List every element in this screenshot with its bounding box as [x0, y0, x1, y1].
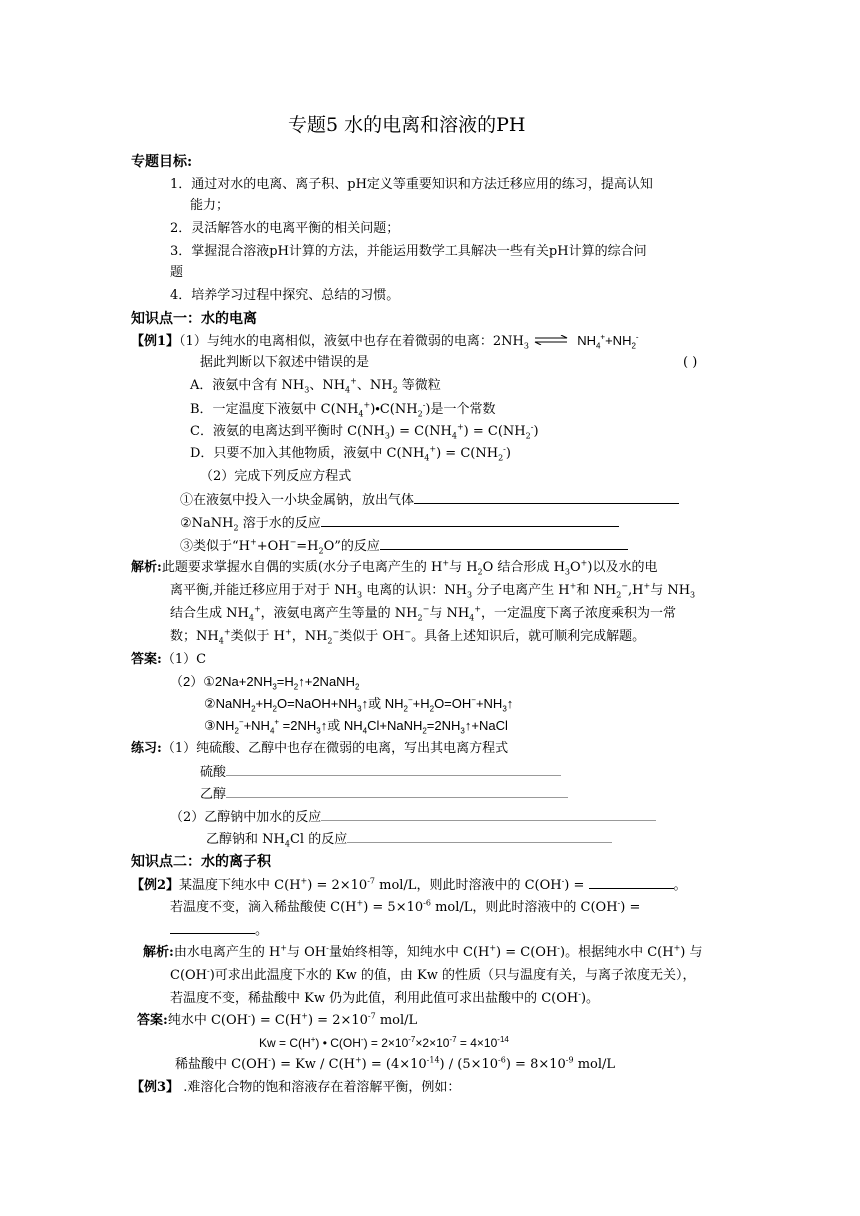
ex2-blank-2[interactable] [170, 921, 255, 934]
part-2: （2）完成下列反应方程式 [200, 469, 352, 484]
reaction-1-text: ①在液氨中投入一小块金属钠，放出气体 [180, 493, 415, 508]
goal-4: 4．培养学习过程中探究、总结的习惯。 [170, 288, 400, 303]
reaction-2-text: ②NaNH [180, 516, 234, 531]
practice-1b-blank[interactable] [226, 785, 568, 798]
ex1-judge: 据此判断以下叙述中错误的是 [200, 355, 370, 370]
reaction-1 [180, 491, 679, 510]
answer-2b: $②NaNH_2+H_2O=NaOH+NH_3↑$或 $NH_2^-+H_2O=OH^-+NH_3↑$ [204, 695, 514, 714]
option-d: D．只要不加入其他物质，液氨中 $C(NH_4^+) = C(NH_2^-)$ [190, 444, 511, 463]
ex3-label: 【例3】 [131, 1080, 180, 1095]
ex2-line2: 若温度不变，滴入稀盐酸使 $C(H^+) = 5\times 10^{-6}$ mol/L，则此时溶液中的 C(OH-) = [170, 898, 641, 915]
reaction-2-blank[interactable] [321, 514, 619, 527]
option-b-text: B．一定温度下液氨中 C(NH [190, 402, 359, 417]
answer-label: 答案: [131, 652, 162, 667]
answer-2a: $(2)①2Na+2NH_3=H_2↑+2NaNH_2$ [170, 674, 360, 692]
option-a: A．液氨中含有 $NH_3$、$NH_4^+$、$NH_2$ 等微粒 [190, 376, 441, 395]
analysis-label: 解析: [131, 560, 162, 575]
ex2-line: 【例2】某温度下纯水中 $C(H^+) = 2\times 10^{-7}$ mol/L，则此时溶液中的 C(OH-) = 。 [131, 876, 687, 893]
k1-heading: 知识点一：水的电离 [131, 311, 257, 327]
ex1-line: 【例1】（1）与纯水的电离相似，液氨中也存在着微弱的电离：$2NH_3$ $NH_4^++NH_2^-$ [131, 332, 639, 351]
ex1-text: （1）与纯水的电离相似，液氨中也存在着微弱的电离：2NH [179, 334, 524, 349]
goal-1b: 能力； [190, 198, 230, 213]
goal-3b: 题 [170, 265, 184, 280]
practice-2-text: （2）乙醇钠中加水的反应 [170, 810, 322, 825]
ex1-answer-paren: ( ) [683, 355, 698, 370]
practice-2b-text: 乙醇钠和 NH [206, 832, 285, 847]
goal-3a: 3．掌握混合溶液pH计算的方法，并能运用数学工具解决一些有关pH计算的综合问 [170, 244, 647, 259]
goal-2: 2．灵活解答水的电离平衡的相关问题； [170, 221, 400, 236]
option-b: B．一定温度下液氨中 $C(NH_4^+)•C(NH_2^-)$是一个常数 [190, 400, 496, 419]
practice-2b-blank[interactable] [347, 830, 612, 843]
answer-2a-text: （2）①2Na+2NH [170, 674, 273, 689]
practice-2b: 乙醇钠和 $NH_4Cl$ 的反应 [206, 830, 612, 849]
k2-heading: 知识点二：水的离子积 [131, 854, 271, 870]
answer-2c: $③NH_2^-+NH_4^+$ $=2NH_3↑$或 $NH_4Cl+NaNH_2=2NH_3↑+NaCl$ [204, 717, 508, 736]
option-c: C．液氨的电离达到平衡时 $C(NH_3) = C(NH_4^+) = C(NH_2^-)$ [190, 422, 539, 441]
reaction-3-blank[interactable] [380, 537, 628, 550]
ex2-line3: 。 [170, 921, 268, 940]
reaction-2: ②NaNH$_2$ 溶于水的反应 [180, 514, 619, 533]
practice-label: 练习: [131, 741, 162, 756]
practice-2-blank[interactable] [321, 808, 656, 821]
equilibrium-arrow-icon [533, 333, 573, 351]
answer-1-text: （1）C [161, 652, 207, 667]
ex2-text: 某温度下纯水中 C(H [179, 878, 301, 893]
answer-ex2-hcl: 稀盐酸中 $C(OH^-) = Kw / C(H^+) = (4\times 10^{-14}) / (5\times 10^{-6}) = 8\times 10^{-9}$ mol/L [175, 1055, 616, 1072]
ex2-blank-1[interactable] [589, 876, 674, 889]
ex3-line [131, 1079, 460, 1097]
answer-ex2-label: 答案: [137, 1013, 168, 1028]
analysis-2-line2: C(OH-)可求出此温度下水的 Kw 的值，由 Kw 的性质（只与温度有关，与离子浓度无关）， [170, 966, 696, 983]
practice-1-text: （1）纯硫酸、乙醇中也存在微弱的电离，写出其电离方程式 [161, 741, 509, 756]
answer-ex2: 答案:纯水中 $C(OH^-) = C(H^+) = 2\times 10^{-7}$ mol/L [137, 1011, 418, 1028]
goal-1a: 1．通过对水的电离、离子积、pH定义等重要知识和方法迁移应用的练习，提高认知 [170, 177, 653, 192]
reaction-3-text: ③类似于“H [180, 539, 250, 554]
analysis-2-line3: 若温度不变，稀盐酸中 Kw 仍为此值，利用此值可求出盐酸中的 C(OH-)。 [170, 989, 600, 1006]
analysis-2-label: 解析: [143, 945, 174, 960]
analysis-2: 解析:由水电离产生的 H+与 OH-量始终相等，知纯水中 C(H+) = C(OH-)。根据纯水中 C(H+) 与 [143, 943, 703, 960]
practice-2 [170, 808, 656, 827]
analysis-1-line3: 结合生成 $NH_4^+$，液氨电离产生等量的 $NH_2^-$与 $NH_4^+$，一定温度下离子浓度乘积为一常 [170, 604, 676, 623]
practice-1 [131, 740, 508, 758]
ex3-text: .难溶化合物的饱和溶液存在着溶解平衡，例如： [183, 1080, 461, 1095]
ex2-text-2: 若温度不变，滴入稀盐酸使 C(H [170, 900, 357, 915]
reaction-3: ③类似于“$H^++OH^-=H_2O$”的反应 [180, 537, 628, 556]
answer-1 [131, 651, 206, 669]
practice-1b [200, 785, 568, 804]
ex2-label: 【例2】 [131, 878, 180, 893]
practice-1b-text: 乙醇 [200, 787, 227, 802]
page-title: 专题5 水的电离和溶液的PH [288, 114, 526, 136]
option-c-text: C．液氨的电离达到平衡时 C(NH [190, 424, 385, 439]
practice-1a [200, 763, 561, 782]
option-d-text: D．只要不加入其他物质，液氨中 C(NH [190, 446, 425, 461]
reaction-1-blank[interactable] [414, 491, 679, 504]
analysis-1-line4: 数；$NH_4^+$类似于 H+，$NH_2^-$类似于 OH−。具备上述知识后，就可顺利完成解题。 [170, 627, 646, 646]
option-a-text: A．液氨中含有 NH [190, 378, 305, 393]
analysis-1-line2: 离平衡,并能迁移应用于对于 $NH_3$ 电离的认识：$NH_3$ 分子电离产生 H+和 $NH_2^-,H^+$与 $NH_3$ [170, 581, 696, 600]
practice-1a-text: 硫酸 [200, 765, 227, 780]
practice-1a-blank[interactable] [226, 763, 561, 776]
analysis-1: 解析:此题要求掌握水自偶的实质(水分子电离产生的 H+与 $H_2O$ 结合形成 $H_3O^+$)以及水的电 [131, 558, 658, 577]
answer-ex2-kw: Kw = C(H+) • $C(OH^-) = 2\times 10^{-7}\times 2\times 10^{-7} = 4\times 10^{-14}$ [259, 1035, 509, 1050]
ex1-label: 【例1】 [131, 334, 180, 349]
goals-label: 专题目标: [131, 154, 193, 170]
